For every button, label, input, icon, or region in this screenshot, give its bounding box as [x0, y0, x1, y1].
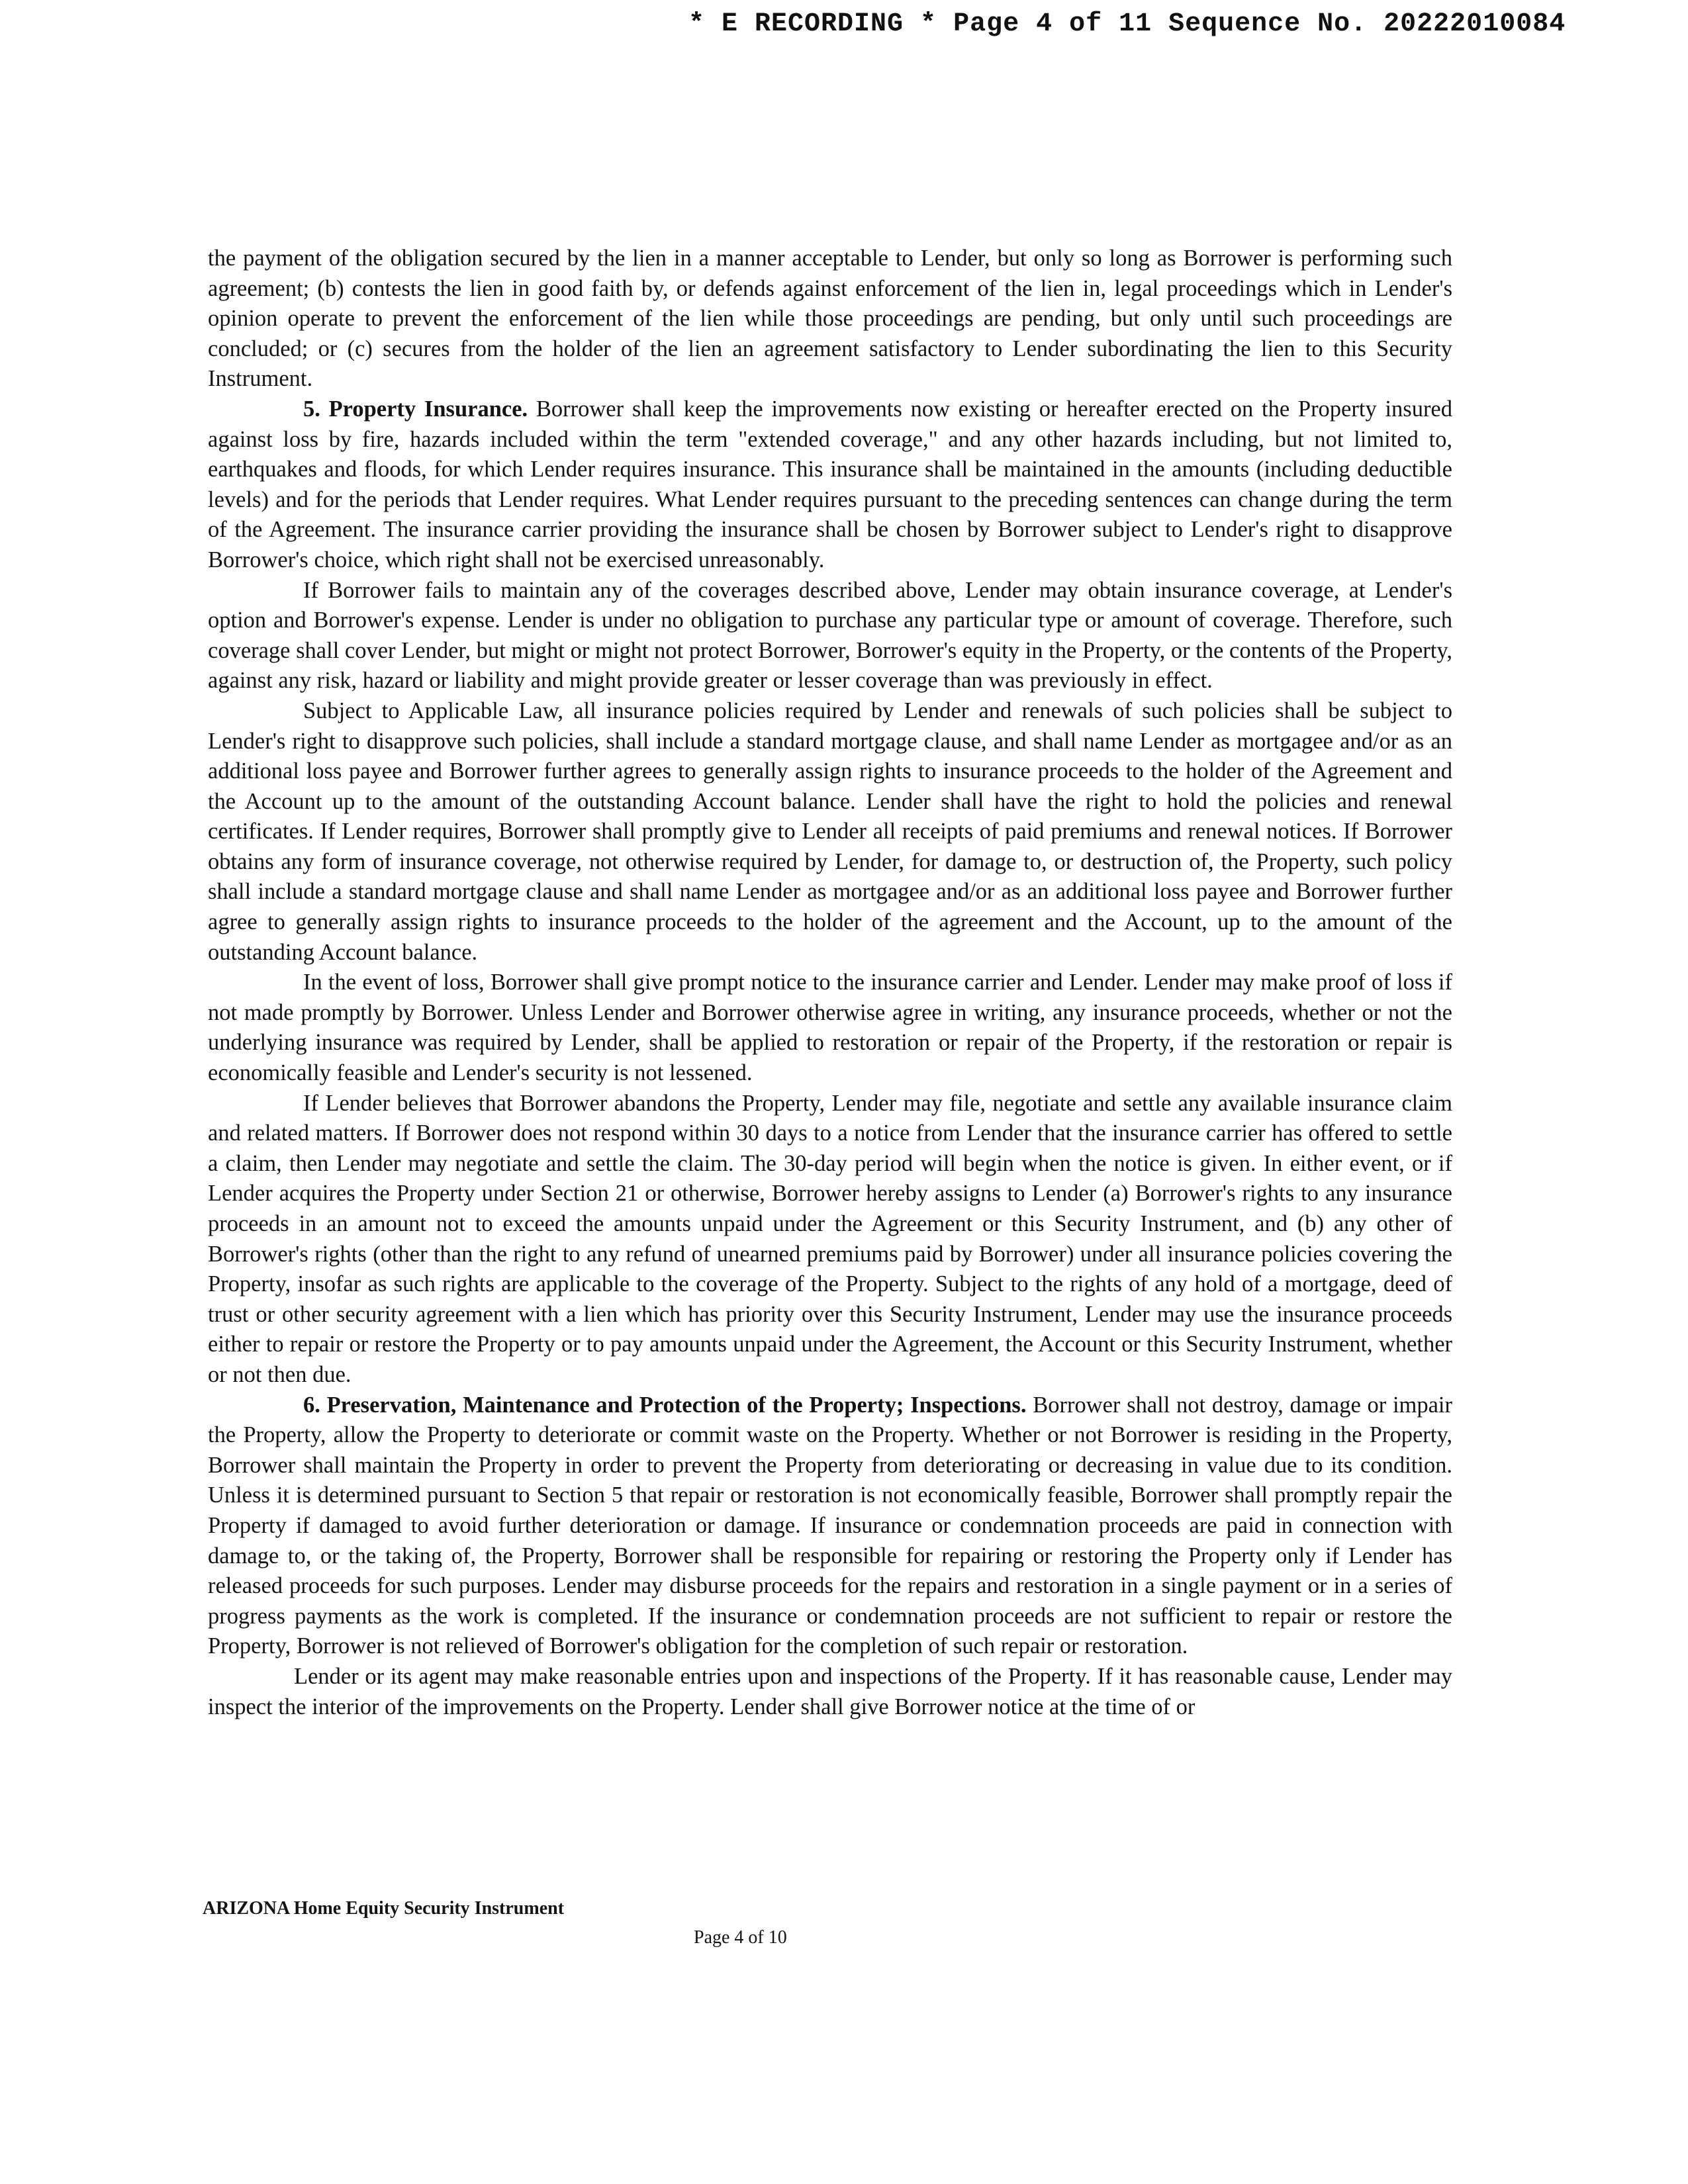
form-title: ARIZONA Home Equity Security Instrument: [203, 1898, 565, 1919]
paragraph-failure-to-maintain: If Borrower fails to maintain any of the coverages described above, Lender may obtain insurance coverage, at Lender's option and Borrower's expense. Lender is under no obligation to purchase any particular type or amount of coverage. Therefore, such coverage shall cover Lender, but might or might not protect Borrower, Borrower's equity in the Property, or the contents of the Property, against any risk, hazard or liability and might provide greater or lesser coverage than was previously in effect.: [208, 577, 1452, 694]
recording-stamp: * E RECORDING * Page 4 of 11 Sequence No. 20222010084: [688, 9, 1566, 39]
paragraph-inspections: Lender or its agent may make reasonable entries upon and inspections of the Property. If it has reasonable cause, Lender may inspect the interior of the improvements on the Property. Lender shall give Borrower notice at the time of or: [208, 1663, 1452, 1719]
section-6-heading: 6. Preservation, Maintenance and Protection of the Property; Inspections.: [303, 1392, 1027, 1418]
paragraph-applicable-law: Subject to Applicable Law, all insurance policies required by Lender and renewals of such policies shall be subject to Lender's right to disapprove such policies, shall include a standard mortgage clause, and shall name Lender as mortgagee and/or as an additional loss payee and Borrower further agrees to generally assign rights to insurance proceeds to the holder of the Agreement and the Account up to the amount of the outstanding Account balance. Lender shall have the right to hold the policies and renewal certificates. If Lender requires, Borrower shall promptly give to Lender all receipts of paid premiums and renewal notices. If Borrower obtains any form of insurance coverage, not otherwise required by Lender, for damage to, or destruction of, the Property, such policy shall include a standard mortgage clause and shall name Lender as mortgagee and/or as an additional loss payee and Borrower further agree to generally assign rights to insurance proceeds to the holder of the agreement and the Account, up to the amount of the outstanding Account balance.: [208, 698, 1452, 965]
paragraph-event-of-loss: In the event of loss, Borrower shall give prompt notice to the insurance carrier and Lender. Lender may make proof of loss if not made promptly by Borrower. Unless Lender and Borrower otherwise agree in writing, any insurance proceeds, whether or not the underlying insurance was required by Lender, shall be applied to restoration or repair of the Property, if the restoration or repair is economically feasible and Lender's security is not lessened.: [208, 970, 1452, 1086]
section-5-property-insurance: [208, 394, 1452, 576]
section-5-heading: 5. Property Insurance.: [303, 396, 528, 422]
section-6-text: Borrower shall not destroy, damage or impair the Property, allow the Property to deteriorate or commit waste on the Property. Whether or not Borrower is residing in the Property, Borrower shall maintain the Property in order to prevent the Property from deteriorating or decreasing in value due to its condition. Unless it is determined pursuant to Section 5 that repair or restoration is not economically feasible, Borrower shall promptly repair the Property if damaged to avoid further deterioration or damage. If insurance or condemnation proceeds are paid in connection with damage to, or the taking of, the Property, Borrower shall be responsible for repairing or restoring the Property only if Lender has released proceeds for such purposes. Lender may disburse proceeds for the repairs and restoration in a single payment or in a series of progress payments as the work is completed. If the insurance or condemnation proceeds are not sufficient to repair or restore the Property, Borrower is not relieved of Borrower's obligation for the completion of such repair or restoration.: [208, 1392, 1452, 1659]
paragraph-lien-continuation: the payment of the obligation secured by the lien in a manner acceptable to Lender, but only so long as Borrower is performing such agreement; (b) contests the lien in good faith by, or defends against enforcement of the lien in, legal proceedings which in Lender's opinion operate to prevent the enforcement of the lien while those proceedings are pending, but only until such proceedings are concluded; or (c) secures from the holder of the lien an agreement satisfactory to Lender subordinating the lien to this Security Instrument.: [208, 246, 1452, 392]
section-6-preservation: [208, 1390, 1452, 1662]
section-5-text: Borrower shall keep the improvements now existing or hereafter erected on the Property insured against loss by fire, hazards included within the term "extended coverage," and any other hazards including, but not limited to, earthquakes and floods, for which Lender requires insurance. This insurance shall be maintained in the amounts (including deductible levels) and for the periods that Lender requires. What Lender requires pursuant to the preceding sentences can change during the term of the Agreement. The insurance carrier providing the insurance shall be chosen by Borrower subject to Lender's right to disapprove Borrower's choice, which right shall not be exercised unreasonably.: [208, 396, 1452, 572]
paragraph-abandonment: If Lender believes that Borrower abandons the Property, Lender may file, negotiate and settle any available insurance claim and related matters. If Borrower does not respond within 30 days to a notice from Lender that the insurance carrier has offered to settle a claim, then Lender may negotiate and settle the claim. The 30-day period will begin when the notice is given. In either event, or if Lender acquires the Property under Section 21 or otherwise, Borrower hereby assigns to Lender (a) Borrower's rights to any insurance proceeds in an amount not to exceed the amounts unpaid under the Agreement or this Security Instrument, and (b) any other of Borrower's rights (other than the right to any refund of unearned premiums paid by Borrower) under all insurance policies covering the Property, insofar as such rights are applicable to the coverage of the Property. Subject to the rights of any hold of a mortgage, deed of trust or other security agreement with a lien which has priority over this Security Instrument, Lender may use the insurance proceeds either to repair or restore the Property or to pay amounts unpaid under the Agreement, the Account or this Security Instrument, whether or not then due.: [208, 1090, 1452, 1387]
document-body: [208, 244, 1452, 1722]
page-number: Page 4 of 10: [694, 1927, 787, 1948]
